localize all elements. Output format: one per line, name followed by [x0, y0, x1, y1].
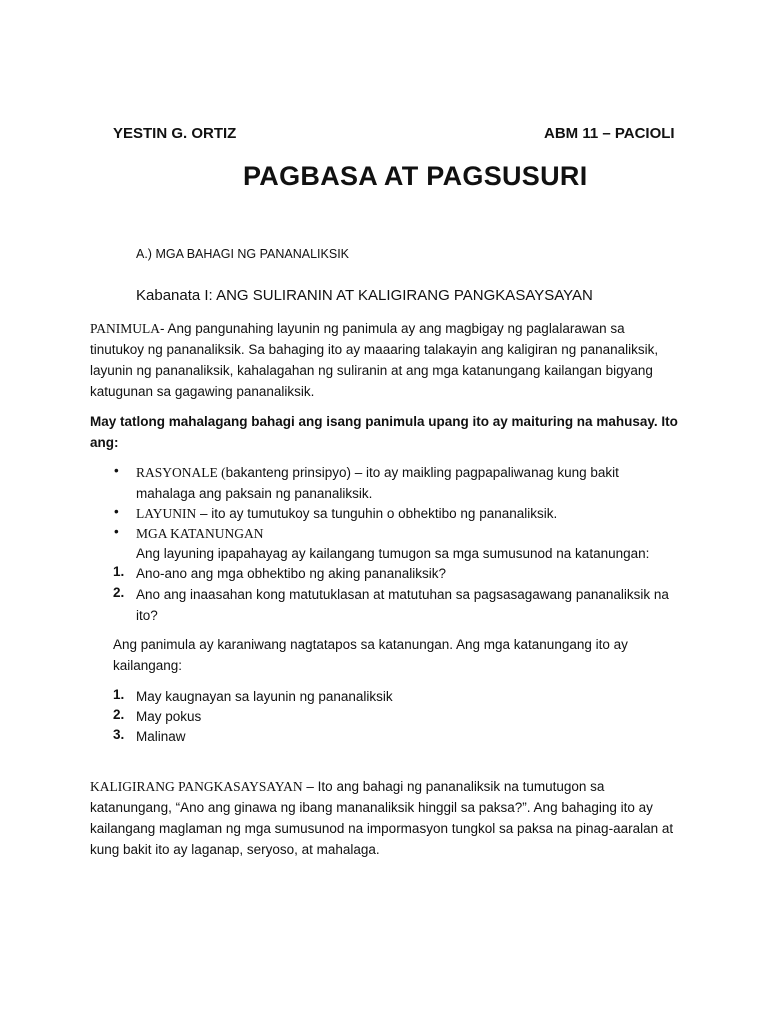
- kaligirang-paragraph: [90, 776, 682, 860]
- kaligirang-text: – Ito ang bahagi ng pananaliksik na tumutugon sa katanungang, “Ano ang ginawa ng ibang mananaliksik hinggil sa paksa?”. Ang bahaging ito ay kailangang maglaman ng mga sumusunod na impormasyon tungkol sa paksa na pinag-aaralan at kung bakit ito ay laganap, seryoso, at mahalaga.: [90, 779, 674, 857]
- class-section: ABM 11 – PACIOLI: [544, 125, 675, 142]
- bullet-text: – ito ay tumutukoy sa tunguhin o obhektibo ng pananaliksik.: [196, 506, 558, 521]
- question-number: 2.: [113, 585, 125, 600]
- three-parts-intro: May tatlong mahalagang bahagi ang isang panimula upang ito ay maituring na mahusay. Ito ang:: [90, 414, 678, 450]
- bullet-katanungan: [136, 523, 656, 544]
- bullet-rasyonale: [136, 462, 656, 504]
- chapter-heading: Kabanata I: ANG SULIRANIN AT KALIGIRANG PANGKASAYSAYAN: [136, 287, 593, 304]
- katanungan-intro: Ang layuning ipapahayag ay kailangang tumugon sa mga sumusunod na katanungan:: [136, 546, 650, 561]
- requirement-item: May pokus: [136, 709, 202, 724]
- bullet-layunin: [136, 503, 656, 524]
- requirement-item: May kaugnayan sa layunin ng pananaliksik: [136, 689, 393, 704]
- bullet-text: bakanteng prinsipyo) – ito ay maikling pagpapaliwanag kung bakit mahalaga ang paksain ng pananaliksik.: [136, 465, 619, 501]
- requirement-number: 1.: [113, 687, 125, 702]
- question-item: Ano-ano ang mga obhektibo ng aking pananaliksik?: [136, 566, 446, 581]
- conclusion-paragraph: Ang panimula ay karaniwang nagtatapos sa katanungan. Ang mga katanungang ito ay kailangang:: [113, 637, 628, 673]
- bullet-term: RASYONALE (: [136, 465, 226, 480]
- page-title: PAGBASA AT PAGSUSURI: [243, 161, 588, 191]
- bullet-dot: •: [114, 463, 119, 478]
- author-name: YESTIN G. ORTIZ: [113, 125, 237, 142]
- question-number: 1.: [113, 564, 125, 579]
- bullet-dot: •: [114, 504, 119, 519]
- panimula-text: - Ang pangunahing layunin ng panimula ay ang magbigay ng paglalarawan sa tinutukoy ng pananaliksik. Sa bahaging ito ay maaaring talakayin ang kaligiran ng pananaliksik, layunin ng pananaliksik, kahalagahan ng suliranin at ang mga katanungang kailangan bigyang katugunan sa gagawing pananaliksik.: [90, 321, 659, 399]
- requirement-number: 3.: [113, 727, 125, 742]
- requirement-number: 2.: [113, 707, 125, 722]
- bullet-term: LAYUNIN: [136, 506, 197, 521]
- panimula-term: PANIMULA: [90, 321, 161, 336]
- bullet-dot: •: [114, 524, 119, 539]
- question-item: Ano ang inaasahan kong matutuklasan at matutuhan sa pagsasagawang pananaliksik na ito?: [136, 587, 669, 623]
- requirement-item: Malinaw: [136, 729, 186, 744]
- kaligirang-term: KALIGIRANG PANGKASAYSAYAN: [90, 779, 303, 794]
- panimula-paragraph: [90, 318, 675, 402]
- bullet-term: MGA KATANUNGAN: [136, 526, 264, 541]
- part-heading: A.) MGA BAHAGI NG PANANALIKSIK: [136, 247, 350, 261]
